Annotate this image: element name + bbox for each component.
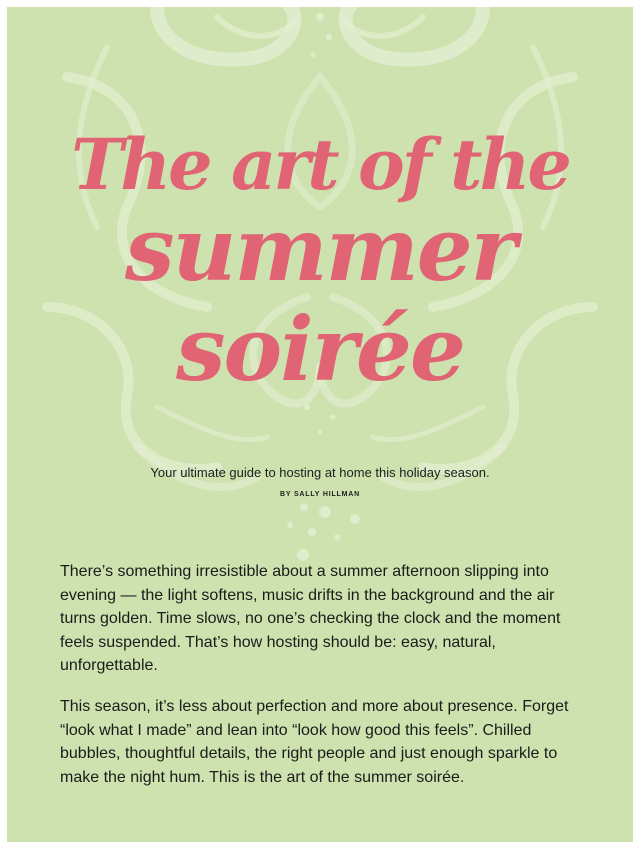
title-line-3: soirée xyxy=(175,297,464,401)
article-subtitle: Your ultimate guide to hosting at home this holiday season. xyxy=(150,465,490,480)
magazine-page xyxy=(7,7,633,842)
title-line-1: The art of the xyxy=(71,123,569,206)
body-paragraph: There’s something irresistible about a summer afternoon slipping into evening — the light softens, music drifts in the background and the air turns golden. Time slows, no one’s checking the clock and the moment feels suspended. That’s how hosting should be: easy, natural, unforgettable. xyxy=(60,563,561,674)
body-paragraph: This season, it’s less about perfection and more about presence. Forget “look what I made” and lean into “look how good this feels”. Chilled bubbles, thoughtful details, the right people and just enough sparkle to make the night hum. This is the art of the summer soirée. xyxy=(60,698,569,786)
title-line-2: summer xyxy=(124,197,516,301)
article-byline: BY SALLY HILLMAN xyxy=(280,491,360,498)
